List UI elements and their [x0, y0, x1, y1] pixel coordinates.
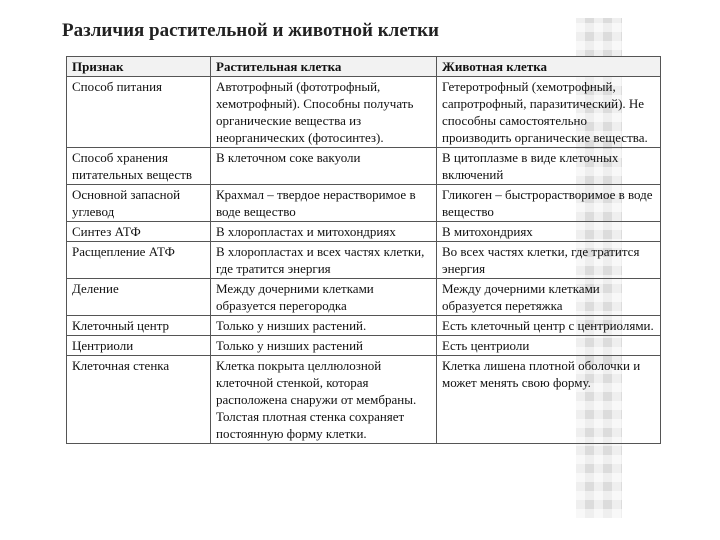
- feature-cell: Способ хранения питательных веществ: [67, 148, 211, 185]
- header-feature: Признак: [67, 57, 211, 77]
- plant-cell: Клетка покрыта целлюлозной клеточной стенкой, которая расположена снаружи от мембраны. Толстая плотная стенка сохраняет постоянную форму клетки.: [211, 356, 437, 444]
- plant-cell: В клеточном соке вакуоли: [211, 148, 437, 185]
- feature-cell: Основной запасной углевод: [67, 185, 211, 222]
- animal-cell: Гликоген – быстрорастворимое в воде вещество: [437, 185, 661, 222]
- table-row: [67, 148, 661, 185]
- header-plant-cell: Растительная клетка: [211, 57, 437, 77]
- plant-cell: В хлоропластах и митохондриях: [211, 222, 437, 242]
- table-row: [67, 242, 661, 279]
- feature-cell: Деление: [67, 279, 211, 316]
- page-title: Различия растительной и животной клетки: [62, 20, 439, 41]
- animal-cell: Во всех частях клетки, где тратится энергия: [437, 242, 661, 279]
- feature-cell: Способ питания: [67, 77, 211, 148]
- animal-cell: В цитоплазме в виде клеточных включений: [437, 148, 661, 185]
- plant-cell: Только у низших растений.: [211, 316, 437, 336]
- table-row: [67, 279, 661, 316]
- comparison-table: [66, 56, 661, 444]
- plant-cell: В хлоропластах и всех частях клетки, где тратится энергия: [211, 242, 437, 279]
- table-row: [67, 222, 661, 242]
- table-header-row: [67, 57, 661, 77]
- feature-cell: Центриоли: [67, 336, 211, 356]
- animal-cell: Клетка лишена плотной оболочки и может менять свою форму.: [437, 356, 661, 444]
- animal-cell: Есть центриоли: [437, 336, 661, 356]
- feature-cell: Синтез АТФ: [67, 222, 211, 242]
- header-animal-cell: Животная клетка: [437, 57, 661, 77]
- animal-cell: Гетеротрофный (хемотрофный, сапротрофный, паразитический). Не способны самостоятельно производить органические вещества.: [437, 77, 661, 148]
- plant-cell: Между дочерними клетками образуется перегородка: [211, 279, 437, 316]
- feature-cell: Расщепление АТФ: [67, 242, 211, 279]
- plant-cell: Только у низших растений: [211, 336, 437, 356]
- feature-cell: Клеточный центр: [67, 316, 211, 336]
- animal-cell: В митохондриях: [437, 222, 661, 242]
- animal-cell: Есть клеточный центр с центриолями.: [437, 316, 661, 336]
- feature-cell: Клеточная стенка: [67, 356, 211, 444]
- plant-cell: Автотрофный (фототрофный, хемотрофный). Способны получать органические вещества из неорганических (фотосинтез).: [211, 77, 437, 148]
- table-row: [67, 316, 661, 336]
- plant-cell: Крахмал – твердое нерастворимое в воде вещество: [211, 185, 437, 222]
- table-row: [67, 185, 661, 222]
- table-row: [67, 356, 661, 444]
- animal-cell: Между дочерними клетками образуется перетяжка: [437, 279, 661, 316]
- table-row: [67, 336, 661, 356]
- table-row: [67, 77, 661, 148]
